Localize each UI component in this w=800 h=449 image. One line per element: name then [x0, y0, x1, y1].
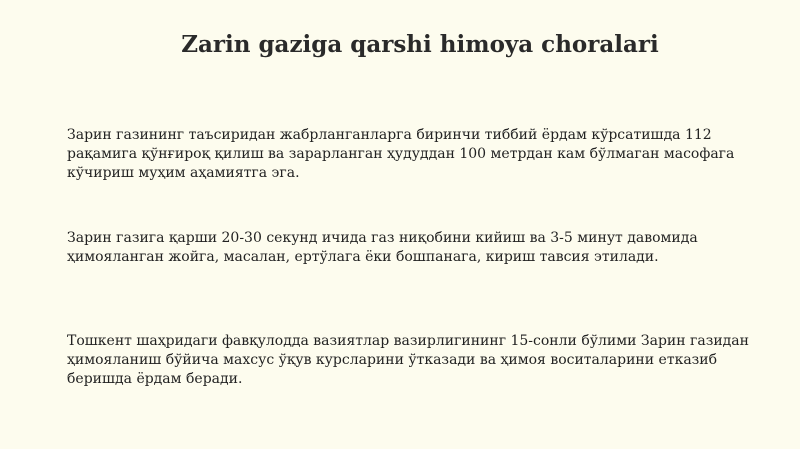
paragraph-first-aid: Зарин газининг таъсиридан жабрланганларга биринчи тиббий ёрдам кўрсатишда 112 рақамига қўнғироқ қилиш ва зарарланган ҳудуддан 100 метрдан кам бўлмаган масофага кўчириш муҳим аҳамиятга эга. [67, 127, 735, 181]
paragraph-gas-mask: Зарин газига қарши 20-30 секунд ичида газ ниқобини кийиш ва 3-5 минут давомида ҳимояланган жойга, масалан, ертўлага ёки бошпанага, кириш тавсия этилади. [67, 230, 698, 265]
slide-title: Zarin gaziga qarshi himoya choralari [181, 31, 659, 58]
paragraph-training-courses: Тошкент шаҳридаги фавқулодда вазиятлар вазирлигининг 15-сонли бўлими Зарин газидан ҳимояланиш бўйича махсус ўқув курсларини ўтказади ва ҳимоя воситаларини етказиб беришда ёрдам беради. [67, 333, 749, 387]
